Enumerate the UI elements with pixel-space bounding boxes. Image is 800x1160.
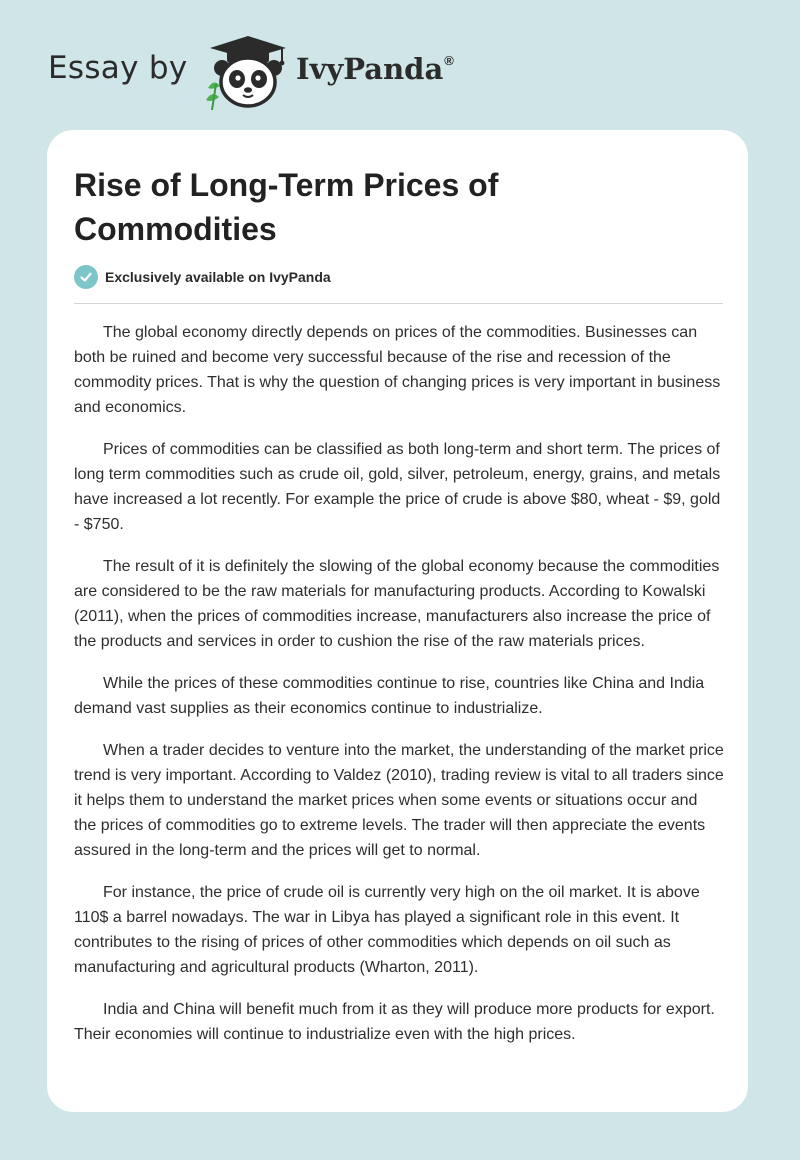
paragraph: The global economy directly depends on prices of the commodities. Businesses can both be ruined and become very successful because of the rise and recession of the commodity prices. That is why the question of changing prices is very important in business and economics. xyxy=(74,324,721,416)
paragraph: Prices of commodities can be classified as both long-term and short term. The prices of long term commodities such as crude oil, gold, silver, petroleum, energy, grains, and metals have increased a lot recently. For example the price of crude is above $80, wheat - $9, gold - $750. xyxy=(74,441,721,533)
essay-body xyxy=(74,320,724,1064)
check-circle-icon xyxy=(74,265,98,289)
brand-prefix: Essay by xyxy=(48,50,188,86)
paragraph: When a trader decides to venture into the market, the understanding of the market price trend is very important. According to Valdez (2010), trading review is vital to all traders since it helps them to understand the market prices when some events or situations occur and the prices of commodities go to extreme levels. The trader will then appreciate the events assured in the long-term and the prices will get to normal. xyxy=(74,742,724,859)
exclusive-badge xyxy=(74,264,331,290)
brand-header[interactable] xyxy=(48,30,488,110)
paragraph: India and China will benefit much from it as they will produce more products for export. Their economies will continue to industrialize even with the high prices. xyxy=(74,1001,715,1043)
brand-name xyxy=(296,52,454,86)
exclusive-badge-text: Exclusively available on IvyPanda xyxy=(105,269,331,285)
paragraph: The result of it is definitely the slowing of the global economy because the commodities are considered to be the raw materials for manufacturing products. According to Kowalski (2011), when the prices of commodities increase, manufacturers also increase the price of the products and services in order to cushion the rise of the raw materials prices. xyxy=(74,558,720,650)
registered-mark: ® xyxy=(444,53,454,68)
divider xyxy=(74,303,723,304)
paragraph: For instance, the price of crude oil is currently very high on the oil market. It is above 110$ a barrel nowadays. The war in Libya has played a significant role in this event. It contributes to the rising of prices of other commodities which depends on oil such as manufacturing and agricultural products (Wharton, 2011). xyxy=(74,884,700,976)
panda-graduate-icon xyxy=(200,30,292,110)
essay-title: Rise of Long-Term Prices of Commodities xyxy=(74,167,499,247)
brand-name-text: IvyPanda xyxy=(296,52,444,86)
essay-card xyxy=(47,130,748,1112)
paragraph: While the prices of these commodities continue to rise, countries like China and India demand vast supplies as their economics continue to industrialize. xyxy=(74,675,705,717)
